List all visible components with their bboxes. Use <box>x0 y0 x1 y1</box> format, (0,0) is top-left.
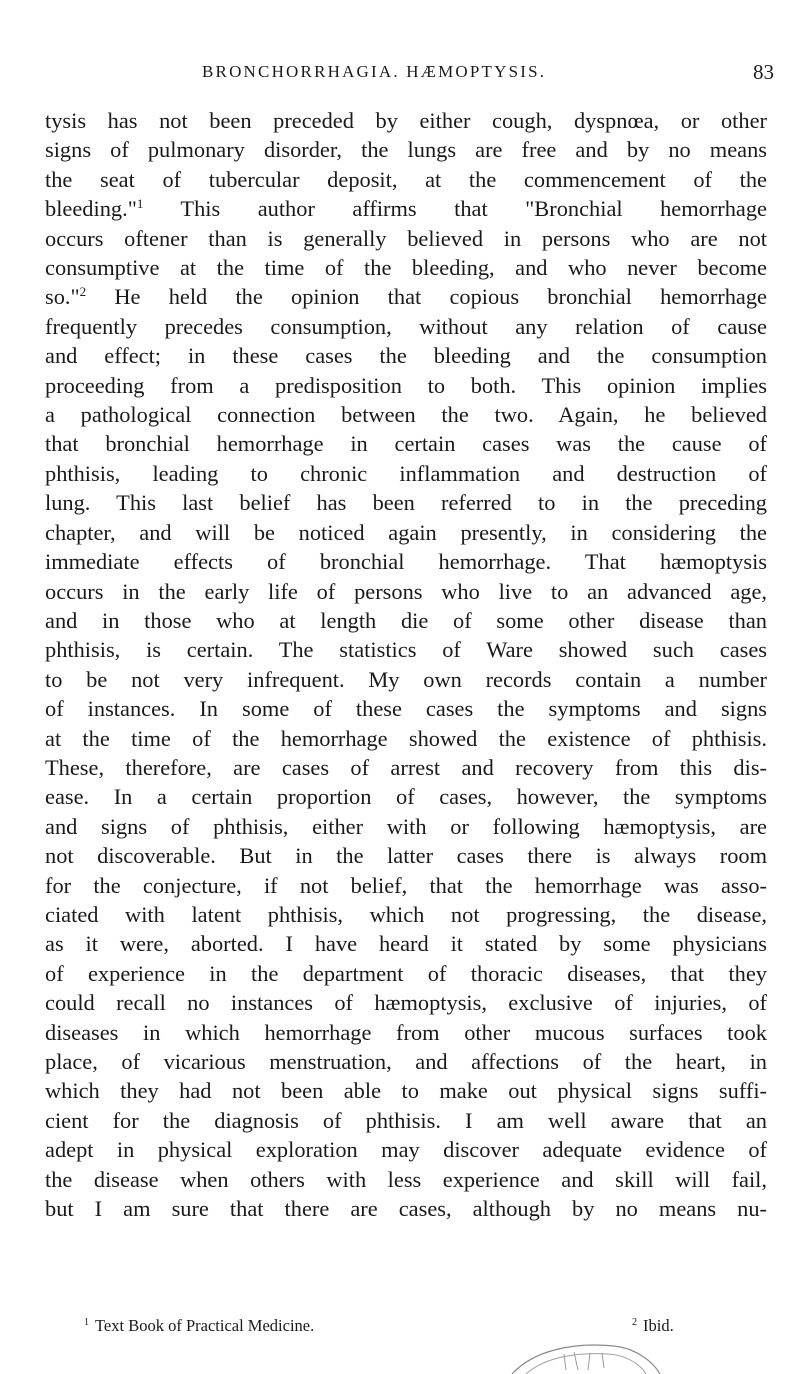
text-line: immediate effects of bronchial hemorrhage. That hæmoptysis <box>45 549 767 575</box>
text-line: signs of pulmonary disorder, the lungs are free and by no means <box>45 137 767 163</box>
text-line: phthisis, is certain. The statistics of Ware showed such cases <box>45 637 767 663</box>
text-line: and signs of phthisis, either with or following hæmoptysis, are <box>45 813 767 839</box>
page-number: 83 <box>753 60 774 84</box>
text-line: cient for the diagnosis of phthisis. I am well aware that an <box>45 1107 767 1133</box>
footnote-mark: 2 <box>632 1317 637 1328</box>
text-line: as it were, aborted. I have heard it stated by some physicians <box>45 931 767 957</box>
text-line: but I am sure that there are cases, although by no means nu- <box>45 1196 767 1222</box>
text-fragment: so." <box>45 284 80 310</box>
text-line: at the time of the hemorrhage showed the existence of phthisis. <box>45 725 767 751</box>
text-line: a pathological connection between the two. Again, he believed <box>45 402 767 428</box>
footnote-mark: 1 <box>84 1317 89 1328</box>
text-line: and effect; in these cases the bleeding and the consumption <box>45 343 767 369</box>
text-line <box>45 194 767 223</box>
text-line: lung. This last belief has been referred to in the preceding <box>45 490 767 516</box>
text-line: could recall no instances of hæmoptysis, exclusive of injuries, of <box>45 990 767 1016</box>
text-line: frequently precedes consumption, without any relation of cause <box>45 313 767 339</box>
text-line: ease. In a certain proportion of cases, however, the symptoms <box>45 784 767 810</box>
text-line: the seat of tubercular deposit, at the commencement of the <box>45 166 767 192</box>
text-line: consumptive at the time of the bleeding, and who never become <box>45 255 767 281</box>
text-line: not discoverable. But in the latter cases there is always room <box>45 843 767 869</box>
footnote-ref: 1 <box>136 196 144 212</box>
text-line: tysis has not been preceded by either cough, dyspnœa, or other <box>45 108 767 133</box>
footnote-text: Ibid. <box>643 1316 674 1335</box>
text-line: adept in physical exploration may discover adequate evidence of <box>45 1137 767 1163</box>
text-fragment: This author affirms that "Bronchial hemorrhage <box>143 196 767 222</box>
text-line: to be not very infrequent. My own records contain a number <box>45 666 767 692</box>
footnote-ref: 2 <box>79 284 87 300</box>
running-title: BRONCHORRHAGIA. HÆMOPTYSIS. <box>202 62 547 81</box>
text-line: of experience in the department of thoracic diseases, that they <box>45 960 767 986</box>
footnote-1 <box>84 1316 314 1336</box>
text-line: and in those who at length die of some other disease than <box>45 607 767 633</box>
body-text <box>45 106 767 1223</box>
text-line: that bronchial hemorrhage in certain cases was the cause of <box>45 431 767 457</box>
text-line: proceeding from a predisposition to both. This opinion implies <box>45 372 767 398</box>
text-fragment: bleeding." <box>45 196 137 222</box>
library-stamp-icon <box>504 1340 664 1374</box>
footnote-2 <box>632 1316 674 1336</box>
text-line: for the conjecture, if not belief, that the hemorrhage was asso- <box>45 872 767 898</box>
text-line: These, therefore, are cases of arrest and recovery from this dis- <box>45 754 767 780</box>
text-line: occurs oftener than is generally believed in persons who are not <box>45 225 767 251</box>
text-line: of instances. In some of these cases the symptoms and signs <box>45 696 767 722</box>
text-line: phthisis, leading to chronic inflammation and destruction of <box>45 460 767 486</box>
text-line: which they had not been able to make out physical signs suffi- <box>45 1078 767 1104</box>
text-line: chapter, and will be noticed again presently, in considering the <box>45 519 767 545</box>
text-line: the disease when others with less experience and skill will fail, <box>45 1166 767 1192</box>
running-head <box>180 56 780 86</box>
footnote-text: Text Book of Practical Medicine. <box>95 1316 315 1335</box>
text-line <box>45 282 767 311</box>
text-fragment: He held the opinion that copious bronchial hemorrhage <box>86 284 767 310</box>
text-line: occurs in the early life of persons who live to an advanced age, <box>45 578 767 604</box>
text-line: place, of vicarious menstruation, and affections of the heart, in <box>45 1049 767 1074</box>
text-line: diseases in which hemorrhage from other mucous surfaces took <box>45 1019 767 1045</box>
text-line: ciated with latent phthisis, which not progressing, the disease, <box>45 901 767 927</box>
